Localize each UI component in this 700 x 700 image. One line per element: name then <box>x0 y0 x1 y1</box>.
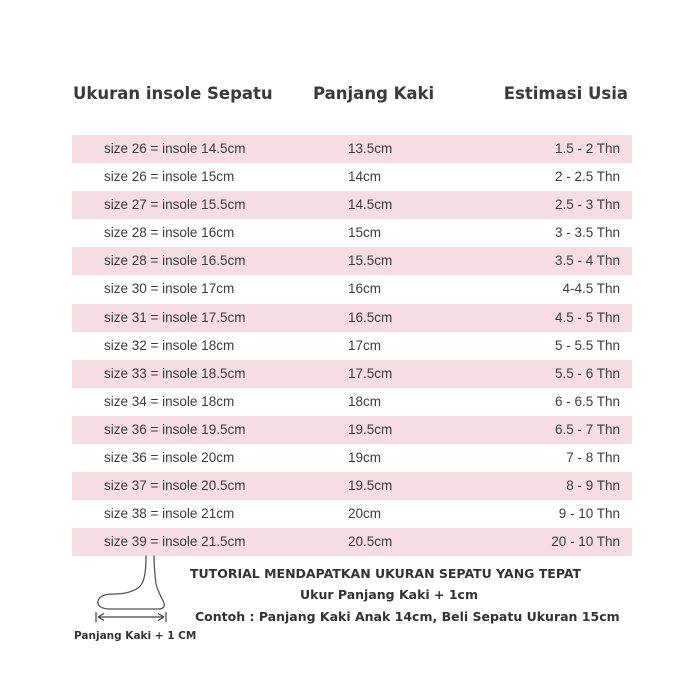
tutorial-example: Contoh : Panjang Kaki Anak 14cm, Beli Sepatu Ukuran 15cm <box>195 609 620 624</box>
cell-foot-length: 19.5cm <box>348 421 393 437</box>
cell-insole-size: size 32 = insole 18cm <box>104 337 235 353</box>
tutorial-title: TUTORIAL MENDAPATKAN UKURAN SEPATU YANG TEPAT <box>190 566 582 581</box>
table-row <box>72 332 632 360</box>
cell-foot-length: 18cm <box>348 393 382 409</box>
table-row <box>72 528 632 556</box>
cell-age-estimate: 5 - 5.5 Thn <box>554 337 620 353</box>
table-row <box>72 388 632 416</box>
cell-foot-length: 20.5cm <box>348 534 393 550</box>
table-row <box>72 135 632 163</box>
foot-measure-icon <box>88 554 184 628</box>
cell-age-estimate: 5.5 - 6 Thn <box>554 365 620 381</box>
cell-insole-size: size 39 = insole 21.5cm <box>104 534 246 550</box>
cell-foot-length: 13.5cm <box>348 141 393 156</box>
cell-foot-length: 19.5cm <box>348 478 393 494</box>
cell-insole-size: size 30 = insole 17cm <box>104 281 235 297</box>
size-table <box>72 135 632 556</box>
foot-measure-caption: Panjang Kaki + 1 CM <box>74 630 197 642</box>
tutorial-rule: Ukur Panjang Kaki + 1cm <box>300 587 478 602</box>
cell-age-estimate: 2 - 2.5 Thn <box>554 169 620 185</box>
table-row <box>72 360 632 388</box>
table-row <box>72 247 632 275</box>
cell-age-estimate: 3.5 - 4 Thn <box>554 253 620 269</box>
cell-foot-length: 14cm <box>348 169 382 185</box>
table-row <box>72 500 632 528</box>
table-row <box>72 304 632 332</box>
cell-insole-size: size 27 = insole 15.5cm <box>104 197 246 213</box>
cell-age-estimate: 8 - 9 Thn <box>566 478 620 494</box>
cell-foot-length: 17cm <box>348 337 382 353</box>
cell-insole-size: size 36 = insole 20cm <box>104 450 235 466</box>
cell-age-estimate: 3 - 3.5 Thn <box>554 225 620 241</box>
cell-age-estimate: 4-4.5 Thn <box>562 281 620 297</box>
cell-foot-length: 16.5cm <box>348 309 393 325</box>
cell-foot-length: 15.5cm <box>348 253 393 269</box>
cell-insole-size: size 26 = insole 14.5cm <box>104 141 246 156</box>
cell-insole-size: size 26 = insole 15cm <box>104 169 235 185</box>
cell-insole-size: size 28 = insole 16.5cm <box>104 253 246 269</box>
table-header <box>0 84 700 108</box>
cell-foot-length: 19cm <box>348 450 382 466</box>
cell-age-estimate: 7 - 8 Thn <box>566 450 620 466</box>
cell-foot-length: 16cm <box>348 281 382 297</box>
cell-age-estimate: 1.5 - 2 Thn <box>554 141 620 156</box>
table-row <box>72 275 632 303</box>
cell-foot-length: 17.5cm <box>348 365 393 381</box>
cell-foot-length: 14.5cm <box>348 197 393 213</box>
cell-age-estimate: 2.5 - 3 Thn <box>554 197 620 213</box>
cell-age-estimate: 9 - 10 Thn <box>558 506 620 522</box>
cell-insole-size: size 38 = insole 21cm <box>104 506 235 522</box>
table-row <box>72 416 632 444</box>
table-row <box>72 219 632 247</box>
cell-age-estimate: 6 - 6.5 Thn <box>554 393 620 409</box>
cell-age-estimate: 6.5 - 7 Thn <box>554 421 620 437</box>
cell-foot-length: 20cm <box>348 506 382 522</box>
header-age-estimate: Estimasi Usia <box>503 84 628 103</box>
header-insole-size: Ukuran insole Sepatu <box>73 84 273 103</box>
table-row <box>72 472 632 500</box>
cell-age-estimate: 4.5 - 5 Thn <box>554 309 620 325</box>
cell-age-estimate: 20 - 10 Thn <box>551 534 620 550</box>
table-row <box>72 444 632 472</box>
cell-foot-length: 15cm <box>348 225 382 241</box>
table-row <box>72 163 632 191</box>
cell-insole-size: size 33 = insole 18.5cm <box>104 365 246 381</box>
cell-insole-size: size 28 = insole 16cm <box>104 225 235 241</box>
header-foot-length: Panjang Kaki <box>313 84 435 103</box>
table-row <box>72 191 632 219</box>
cell-insole-size: size 31 = insole 17.5cm <box>104 309 246 325</box>
cell-insole-size: size 36 = insole 19.5cm <box>104 421 246 437</box>
cell-insole-size: size 34 = insole 18cm <box>104 393 235 409</box>
cell-insole-size: size 37 = insole 20.5cm <box>104 478 246 494</box>
